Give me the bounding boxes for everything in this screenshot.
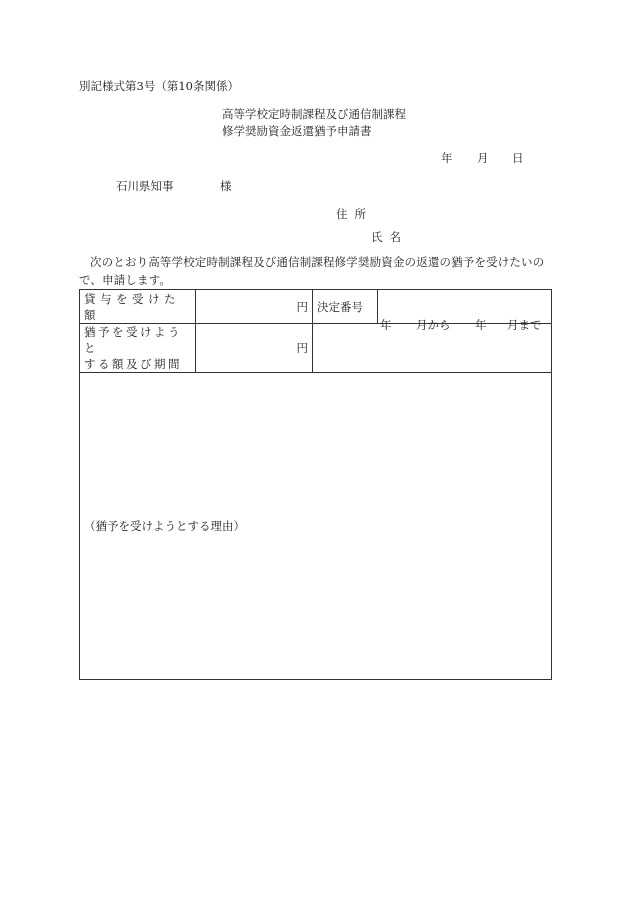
loan-amount-field[interactable] [196,290,313,324]
deferral-row [80,324,552,373]
deferral-label-line2: する額及び期間 [84,357,182,371]
application-statement: 次のとおり高等学校定時制課程及び通信制課程修学奨励資金の返還の猶予を受けたいので、申請します。 [79,255,545,287]
form-number-label: 別記様式第3号（第10条関係） [79,79,239,93]
document-title-line1: 高等学校定時制課程及び通信制課程 [222,107,406,121]
application-table [79,289,552,680]
reason-row [80,373,552,680]
yen-unit: 円 [296,299,308,314]
deferral-amount-label [80,324,196,373]
period-start-year: 年 [380,318,392,332]
period-end-month: 月まで [507,318,542,332]
deferral-reason-field[interactable] [80,373,552,680]
applicant-address-label: 住所 [336,207,373,221]
date-year-label: 年 [441,151,453,165]
addressee-name: 石川県知事 [116,179,174,193]
deferral-period-field[interactable] [313,318,552,373]
addressee-honorific: 様 [220,179,232,193]
deferral-reason-label: （猶予を受けようとする理由） [84,519,245,533]
deferral-label-line1: 猶予を受けようと [84,325,182,355]
date-month-label: 月 [477,151,489,165]
decision-number-label: 決定番号 [313,290,378,324]
deferral-amount-field[interactable] [196,324,313,373]
date-day-label: 日 [512,151,524,165]
period-end-year: 年 [475,318,487,332]
document-title-line2: 修学奨励資金返還猶予申請書 [222,124,372,138]
applicant-name-label: 氏名 [371,230,408,244]
loan-amount-label: 貸与を受けた額 [80,290,196,324]
yen-unit: 円 [296,341,308,355]
period-start-month: 月から [416,318,451,332]
